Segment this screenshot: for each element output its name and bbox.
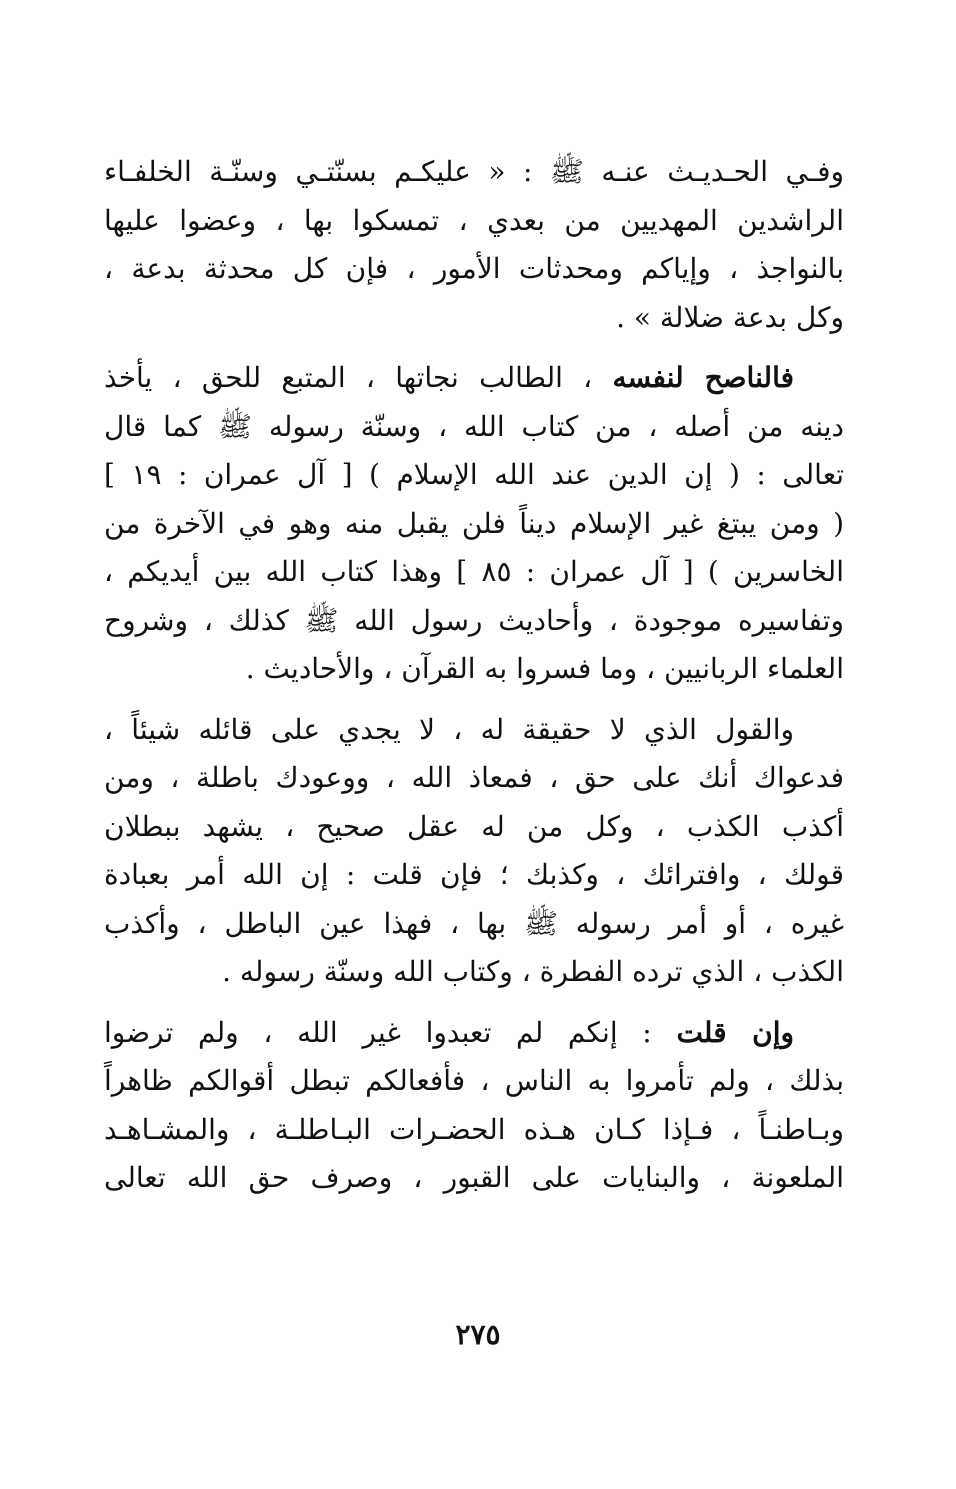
text-line: بالنواجذ ، وإياكم ومحدثات الأمور ، فإن كل محدثة بدعة ،: [104, 252, 844, 285]
text-line: الراشدين المهديين من بعدي ، تمسكوا بها ، وعضوا عليها: [104, 203, 844, 237]
paragraph-if-you-said: [104, 1009, 844, 1203]
text-line: الكذب ، الذي ترده الفطرة ، وكتاب الله وسنّة رسوله .: [222, 955, 844, 988]
text-line: [104, 354, 844, 403]
text-line: والقول الذي لا حقيقة له ، لا يجدي على قائله شيئاً ،: [104, 712, 794, 746]
bold-lead: فالناصح لنفسه: [612, 361, 794, 394]
text-line: ( ومن يبتغ غير الإسلام ديناً فلن يقبل منه وهو في الآخرة من: [104, 506, 844, 540]
text-line: فدعواك أنك على حق ، فمعاذ الله ، ووعودك باطلة ، ومن: [104, 761, 844, 794]
text-line: غيره ، أو أمر رسوله ﷺ بها ، فهذا عين الباطل ، وأكذب: [104, 906, 844, 940]
text-line: [104, 1009, 844, 1058]
text-line: بذلك ، ولم تأمروا به الناس ، فأفعالكم تبطل أقوالكم ظاهراً: [104, 1064, 844, 1097]
text-line: الخاسرين ) [ آل عمران : ٨٥ ] وهذا كتاب الله بين أيديكم ،: [104, 555, 844, 588]
text-line: دينه من أصله ، من كتاب الله ، وسنّة رسوله ﷺ كما قال: [104, 409, 844, 443]
text-line: الملعونة ، والبنايات على القبور ، وصرف حق الله تعالى: [104, 1161, 844, 1194]
text-line: وبـاطنـاً ، فـإذا كـان هـذه الحضـرات البـاطلـة ، والمشـاهـد: [104, 1112, 844, 1146]
paragraph-advisor: [104, 354, 844, 694]
text-line: وفـي الحـديـث عنـه ﷺ : « عليكـم بسنّتـي وسنّـة الخلفـاء: [104, 155, 844, 188]
text-line: تعالى : ( إن الدين عند الله الإسلام ) [ آل عمران : ١٩ ]: [104, 458, 844, 491]
paragraph-claim: [104, 706, 844, 997]
text-line: وكل بدعة ضلالة » .: [616, 300, 844, 334]
page-body: [104, 148, 844, 1203]
text-line: وتفاسيره موجودة ، وأحاديث رسول الله ﷺ كذلك ، وشروح: [104, 603, 844, 637]
bold-lead: وإن قلت: [676, 1015, 794, 1049]
text-line: العلماء الربانيين ، وما فسروا به القرآن ، والأحاديث .: [245, 652, 844, 685]
line-rest: ، الطالب نجاتها ، المتبع للحق ، يأخذ: [104, 361, 613, 394]
paragraph-hadith: [104, 148, 844, 342]
text-line: أكذب الكذب ، وكل من له عقل صحيح ، يشهد ببطلان: [104, 809, 844, 843]
text-line: قولك ، وافترائك ، وكذبك ؛ فإن قلت : إن الله أمر بعبادة: [104, 858, 844, 891]
line-rest: : إنكم لم تعبدوا غير الله ، ولم ترضوا: [104, 1015, 677, 1049]
page-number: ٢٧٥: [455, 1318, 501, 1351]
